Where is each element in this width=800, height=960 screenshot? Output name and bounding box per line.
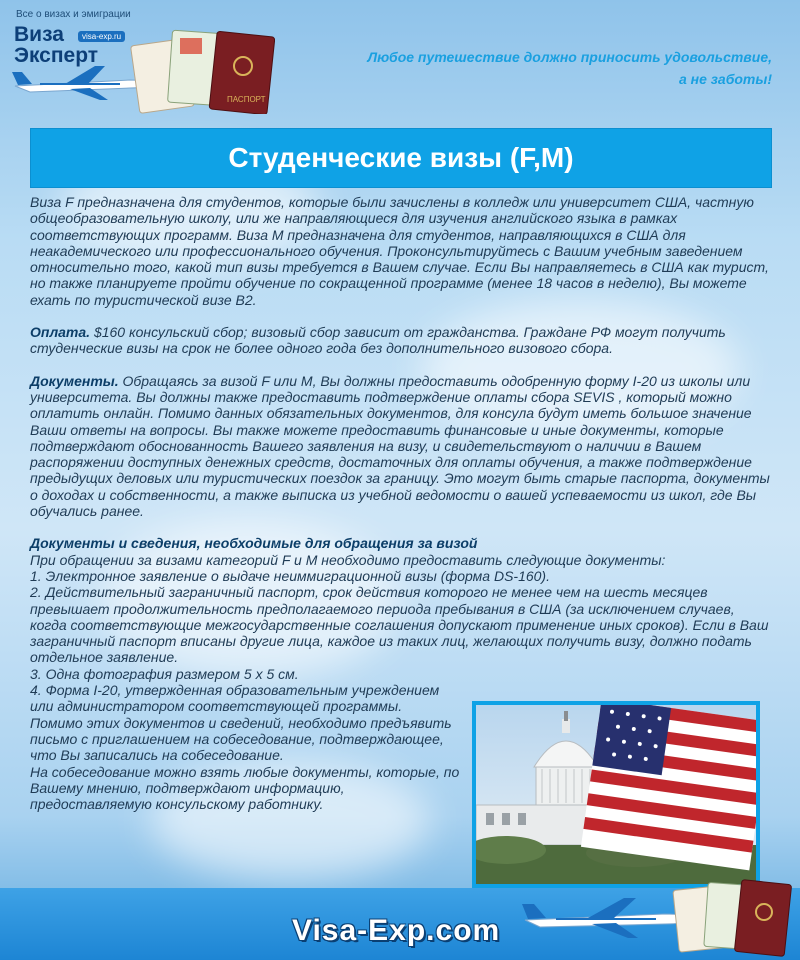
logo-line-1: Виза — [14, 23, 64, 46]
list-item-3: 3. Одна фотография размером 5 х 5 см. — [30, 665, 299, 682]
site-slogan — [292, 46, 772, 90]
payment-paragraph — [30, 324, 775, 357]
list-item-2: 2. Действительный заграничный паспорт, срок действия которого не менее чем на шесть месяцев превышает продолжительность предполагаемого периода пребывания в США (за исключением случаев, когда соответствующие межгосударственные соглашения допускают применение иных сроков). Если в Ваш заграничный паспорт вписаны другие лица, каждое из таких лиц, желающих получить визу, должно подать отдельное заявление. — [30, 584, 769, 666]
payment-text: $160 консульский сбор; визовый сбор зависит от гражданства. Граждане РФ могут получить студенческие визы на срок не более одного года без дополнительного визового сбора. — [30, 324, 726, 357]
site-tagline: Все о визах и эмиграции — [16, 9, 131, 20]
list-item-4: 4. Форма I-20, утвержденная образовательным учреждением или администратором соответствующей программы. — [30, 682, 440, 715]
page-title: Студенческие визы (F,M) — [228, 142, 574, 173]
passport-stack-icon — [125, 24, 275, 114]
page-title-bar — [30, 128, 772, 188]
section-heading: Документы и сведения, необходимые для обращения за визой — [30, 535, 478, 552]
footer-logo[interactable]: Visa-Exp.com — [292, 914, 501, 947]
passport-stack-icon — [672, 878, 792, 958]
documents-text: Обращаясь за визой F или M, Вы должны предоставить одобренную форму I-20 из школы или университета. Вы должны также предоставить подтверждение оплаты сбора SEVIS , который можно оплатить онлайн. Помимо данных обязательных документов, для консула будут иметь большое значение Ваши ответы на вопросы. Вы также можете предоставить финансовые и иные документы, которые подтверждают обоснованность Вашего заявления на визу, и свидетельствуют о наличии в Вашем распоряжении доступных денежных средств, достаточных для оплаты обучения, а также подтверждение предыдущих деловых или туристических поездок за границу. Это могут быть старые паспорта, документы о доходах и собственности, а также выписка из учебной ведомости о вашей успеваемости из школ, где Вы обучались ранее. — [30, 372, 770, 520]
documents-paragraph — [30, 373, 775, 520]
intro-paragraph: Виза F предназначена для студентов, которые были зачислены в колледж или университет США, частную общеобразовательную школу, или же направляющиеся для изучения английского языка в рамках соответствующих программ. Виза M предназначена для студентов, направляющихся в США для неакадемического или профессионального обучения. Проконсультируйтесь с Вашим учебным заведением относительно того, какой тип визы требуется в Вашем случае. Если Вы направляетесь в США как турист, но также планируете пройти обучение по сокращенной программе (менее 18 часов в неделю), Вы можете ехать по туристической визе B2. — [30, 194, 769, 308]
extra-paragraph-1: Помимо этих документов и сведений, необходимо предъявить письмо с приглашением на собеседование, подтверждающее, что Вы записались на собеседование. — [30, 714, 452, 764]
svg-text:ПАСПОРТ: ПАСПОРТ — [227, 95, 266, 104]
slogan-line-2: а не заботы! — [678, 71, 772, 87]
list-item-1: 1. Электронное заявление о выдаче неиммиграционной визы (форма DS-160). — [30, 567, 550, 584]
capitol-flag-illustration — [476, 705, 756, 884]
airplane-icon — [520, 894, 690, 939]
documents-label: Документы. — [30, 372, 119, 389]
payment-label: Оплата. — [30, 324, 91, 341]
site-header — [0, 0, 800, 118]
slogan-line-1: Любое путешествие должно приносить удовольствие, — [367, 49, 772, 65]
logo-url-badge: visa-exp.ru — [78, 31, 125, 42]
logo-line-2: Эксперт — [14, 44, 99, 67]
section-intro: При обращении за визами категорий F и M необходимо предоставить следующие документы: — [30, 551, 666, 568]
extra-paragraph-2: На собеседование можно взять любые документы, которые, по Вашему мнению, подтверждают информацию, предоставляемую консульскому работнику. — [30, 763, 460, 813]
capitol-flag-photo — [472, 701, 760, 888]
